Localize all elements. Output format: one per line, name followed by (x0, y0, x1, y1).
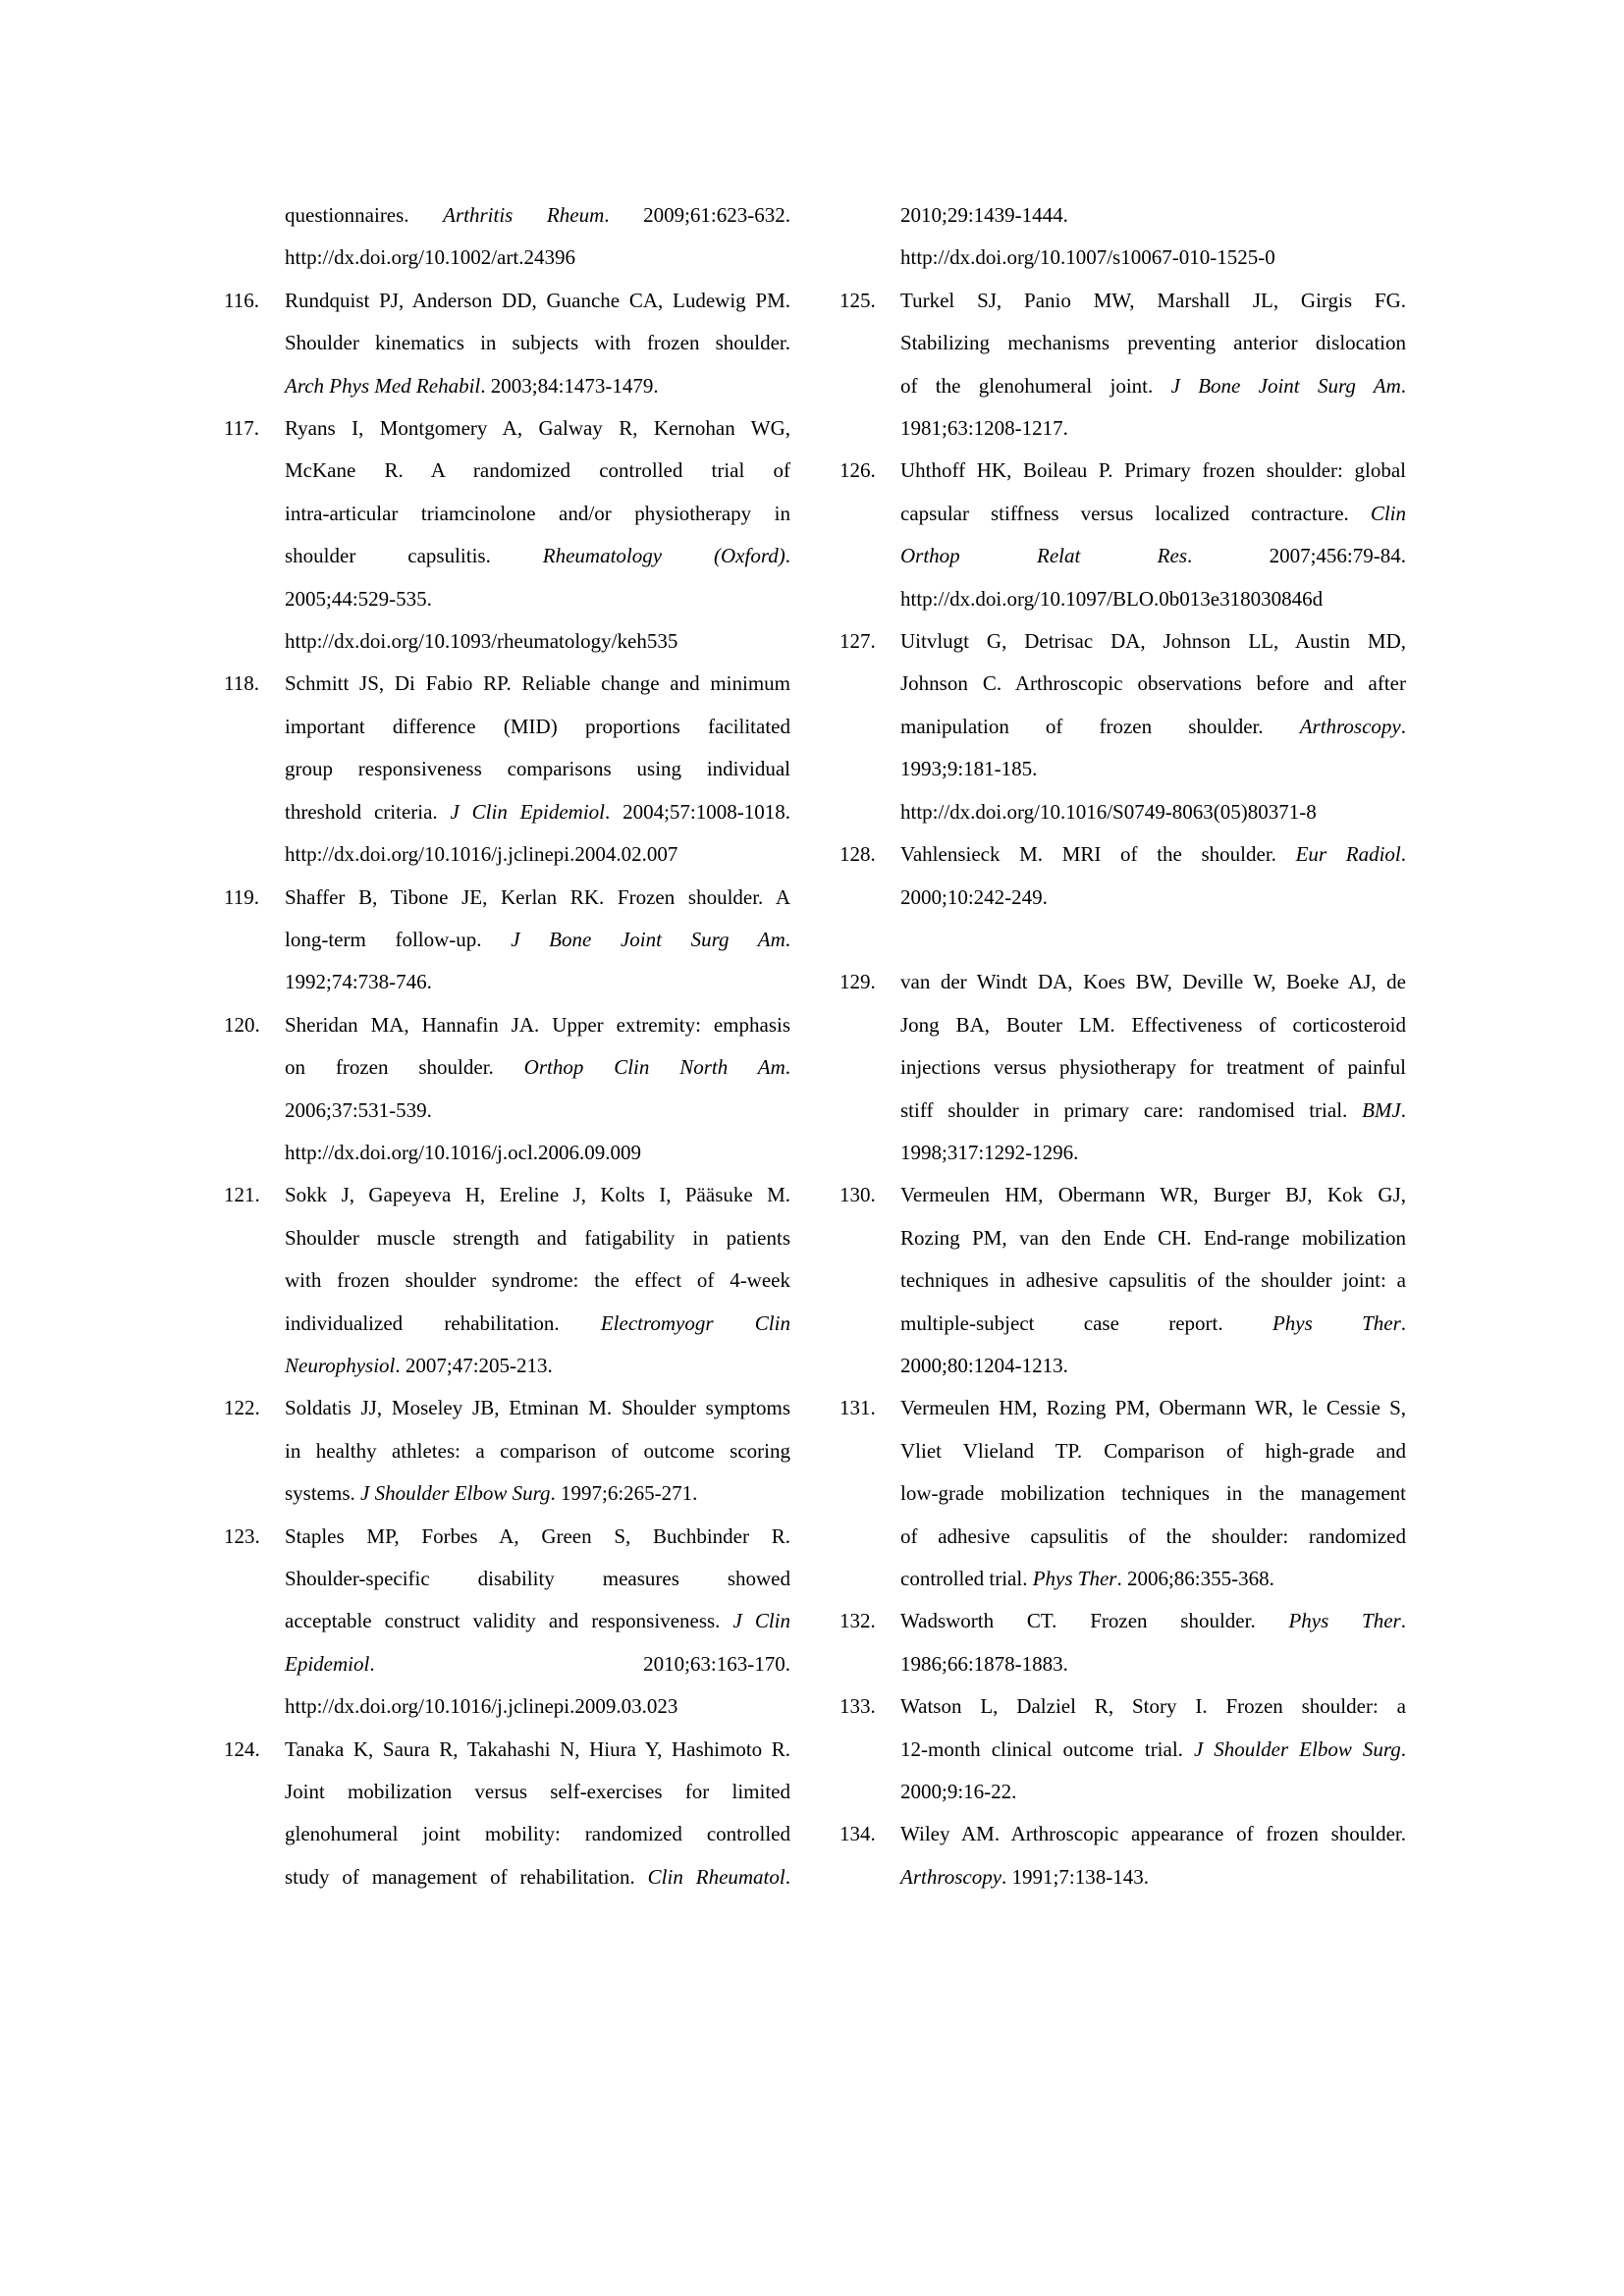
reference-number: 132. (839, 1609, 876, 1633)
reference-item (224, 1516, 790, 1729)
reference-line: Johnson C. Arthroscopic observations before and after (900, 671, 1406, 696)
reference-line: Neurophysiol. 2007;47:205-213. (285, 1353, 553, 1377)
reference-number: 131. (839, 1396, 876, 1420)
reference-line: threshold criteria. J Clin Epidemiol. 2004;57:1008-1018. (285, 799, 790, 824)
reference-line: in healthy athletes: a comparison of outcome scoring (285, 1438, 790, 1463)
reference-item (839, 280, 1406, 451)
reference-line: shoulder capsulitis. Rheumatology (Oxford). (285, 544, 790, 568)
reference-item (839, 1813, 1406, 1898)
reference-line: long-term follow-up. J Bone Joint Surg Am. (285, 927, 790, 951)
reference-line: 2000;10:242-249. (900, 884, 1048, 909)
reference-line: Staples MP, Forbes A, Green S, Buchbinder R. (285, 1523, 790, 1548)
reference-item (224, 1387, 790, 1515)
reference-line: Uitvlugt G, Detrisac DA, Johnson LL, Austin MD, (900, 629, 1406, 654)
reference-line: Joint mobilization versus self-exercises for limited (285, 1780, 790, 1804)
references-column-left (224, 194, 790, 1898)
reference-line: 2000;80:1204-1213. (900, 1353, 1068, 1377)
reference-item (839, 961, 1406, 1174)
reference-line: 1986;66:1878-1883. (900, 1651, 1068, 1676)
reference-line: Shoulder-specific disability measures showed (285, 1567, 790, 1590)
reference-line: Rozing PM, van den Ende CH. End-range mobilization (900, 1225, 1406, 1250)
reference-line: Shoulder kinematics in subjects with frozen shoulder. (285, 331, 790, 355)
reference-item (839, 620, 1406, 833)
reference-line: study of management of rehabilitation. Clin Rheumatol. (285, 1864, 790, 1889)
reference-line: Watson L, Dalziel R, Story I. Frozen shoulder: a (900, 1694, 1406, 1719)
reference-line: 2006;37:531-539. (285, 1097, 432, 1122)
reference-number: 119. (224, 884, 259, 909)
reference-line: 1992;74:738-746. (285, 970, 432, 994)
reference-line: Vliet Vlieland TP. Comparison of high-grade and (900, 1438, 1406, 1463)
references-column-right (839, 194, 1406, 1898)
reference-number: 117. (224, 416, 259, 441)
reference-line: Epidemiol. 2010;63:163-170. (285, 1651, 790, 1676)
reference-line: with frozen shoulder syndrome: the effect of 4-week (285, 1268, 790, 1293)
reference-line: controlled trial. Phys Ther. 2006;86:355-368. (900, 1566, 1274, 1590)
reference-line: Arthroscopy. 1991;7:138-143. (900, 1864, 1149, 1889)
reference-item (224, 280, 790, 407)
reference-line: 12-month clinical outcome trial. J Shoulder Elbow Surg. (900, 1736, 1406, 1761)
reference-line: of adhesive capsulitis of the shoulder: randomized (900, 1523, 1406, 1548)
reference-line: Schmitt JS, Di Fabio RP. Reliable change and minimum (285, 671, 790, 696)
reference-line: low-grade mobilization techniques in the management (900, 1481, 1406, 1506)
reference-item (224, 1729, 790, 1899)
reference-item (224, 1004, 790, 1175)
reference-line: 1981;63:1208-1217. (900, 416, 1068, 441)
reference-line: intra-articular triamcinolone and/or physiotherapy in (285, 501, 790, 525)
reference-line: Sheridan MA, Hannafin JA. Upper extremity: emphasis (285, 1012, 790, 1037)
reference-line: Vermeulen HM, Rozing PM, Obermann WR, le Cessie S, (900, 1396, 1406, 1420)
doi-link[interactable]: http://dx.doi.org/10.1016/j.ocl.2006.09.009 (285, 1140, 642, 1164)
reference-line: on frozen shoulder. Orthop Clin North Am. (285, 1055, 790, 1080)
reference-line: Vahlensieck M. MRI of the shoulder. Eur Radiol. (900, 842, 1407, 867)
reference-line: Turkel SJ, Panio MW, Marshall JL, Girgis FG. (900, 288, 1406, 312)
reference-line: 1993;9:181-185. (900, 757, 1038, 781)
reference-line: capsular stiffness versus localized contracture. Clin (900, 501, 1406, 525)
reference-line: Soldatis JJ, Moseley JB, Etminan M. Shoulder symptoms (285, 1396, 790, 1420)
reference-number: 121. (224, 1183, 260, 1207)
reference-line: 2000;9:16-22. (900, 1780, 1017, 1804)
reference-line: Shoulder muscle strength and fatigability in patients (285, 1225, 790, 1250)
doi-link[interactable]: http://dx.doi.org/10.1007/s10067-010-1525-0 (900, 245, 1275, 270)
doi-link[interactable]: http://dx.doi.org/10.1002/art.24396 (285, 245, 575, 270)
reference-line: of the glenohumeral joint. J Bone Joint Surg Am. (900, 373, 1406, 398)
reference-number: 134. (839, 1822, 876, 1846)
reference-line: 2010;29:1439-1444. (900, 203, 1068, 227)
reference-line: group responsiveness comparisons using individual (285, 757, 790, 781)
reference-line: Arch Phys Med Rehabil. 2003;84:1473-1479. (285, 373, 659, 398)
reference-line: van der Windt DA, Koes BW, Deville W, Boeke AJ, de (900, 970, 1406, 994)
reference-number: 120. (224, 1012, 260, 1037)
reference-line: stiff shoulder in primary care: randomised trial. BMJ. (900, 1097, 1406, 1122)
doi-link[interactable]: http://dx.doi.org/10.1016/j.jclinepi.2009.03.023 (285, 1694, 678, 1719)
reference-item (224, 407, 790, 663)
reference-number: 118. (224, 671, 259, 696)
reference-line: 2005;44:529-535. (285, 586, 432, 611)
reference-line: Shaffer B, Tibone JE, Kerlan RK. Frozen shoulder. A (285, 884, 790, 909)
reference-line: McKane R. A randomized controlled trial of (285, 458, 790, 483)
reference-line: 1998;317:1292-1296. (900, 1140, 1079, 1164)
reference-continuation (224, 194, 790, 280)
reference-line: systems. J Shoulder Elbow Surg. 1997;6:265-271. (285, 1481, 698, 1506)
reference-item (839, 1685, 1406, 1813)
reference-number: 124. (224, 1736, 260, 1761)
reference-item (224, 1174, 790, 1387)
doi-link[interactable]: http://dx.doi.org/10.1016/S0749-8063(05)80371-8 (900, 799, 1317, 824)
reference-continuation (839, 194, 1406, 280)
reference-number: 129. (839, 970, 876, 994)
reference-item (839, 1387, 1406, 1600)
reference-number: 123. (224, 1523, 260, 1548)
reference-number: 122. (224, 1396, 260, 1420)
reference-line: Uhthoff HK, Boileau P. Primary frozen shoulder: global (900, 458, 1406, 483)
reference-line: techniques in adhesive capsulitis of the shoulder joint: a (900, 1268, 1406, 1293)
doi-link[interactable]: http://dx.doi.org/10.1097/BLO.0b013e318030846d (900, 586, 1324, 611)
reference-number: 125. (839, 288, 876, 312)
reference-item (839, 833, 1406, 919)
reference-item (839, 1600, 1406, 1685)
reference-line: individualized rehabilitation. Electromyogr Clin (285, 1310, 790, 1335)
reference-line: manipulation of frozen shoulder. Arthroscopy. (900, 714, 1406, 738)
reference-line: Rundquist PJ, Anderson DD, Guanche CA, Ludewig PM. (285, 288, 790, 312)
reference-line: questionnaires. Arthritis Rheum. 2009;61:623-632. (285, 203, 791, 227)
reference-line: Ryans I, Montgomery A, Galway R, Kernohan WG, (285, 416, 790, 441)
reference-line: Orthop Relat Res. 2007;456:79-84. (900, 544, 1407, 568)
doi-link[interactable]: http://dx.doi.org/10.1016/j.jclinepi.2004.02.007 (285, 842, 678, 867)
reference-number: 130. (839, 1183, 876, 1207)
doi-link[interactable]: http://dx.doi.org/10.1093/rheumatology/keh535 (285, 629, 678, 654)
reference-item (224, 663, 790, 876)
reference-number: 133. (839, 1694, 876, 1719)
reference-item (224, 877, 790, 1004)
reference-line: Sokk J, Gapeyeva H, Ereline J, Kolts I, Pääsuke M. (285, 1183, 790, 1207)
reference-number: 127. (839, 629, 876, 654)
reference-line: Wiley AM. Arthroscopic appearance of frozen shoulder. (900, 1822, 1406, 1846)
reference-line: Stabilizing mechanisms preventing anterior dislocation (900, 331, 1406, 355)
reference-item (839, 1174, 1406, 1387)
reference-line: Jong BA, Bouter LM. Effectiveness of corticosteroid (900, 1012, 1406, 1037)
reference-line: important difference (MID) proportions facilitated (285, 714, 790, 738)
reference-number: 126. (839, 458, 876, 483)
reference-line: injections versus physiotherapy for treatment of painful (900, 1055, 1406, 1080)
reference-line: acceptable construct validity and responsiveness. J Clin (285, 1609, 791, 1633)
reference-line: multiple-subject case report. Phys Ther. (900, 1310, 1406, 1335)
reference-line: glenohumeral joint mobility: randomized controlled (285, 1822, 790, 1846)
reference-line: Wadsworth CT. Frozen shoulder. Phys Ther. (900, 1609, 1406, 1633)
reference-item (839, 450, 1406, 620)
reference-line: Vermeulen HM, Obermann WR, Burger BJ, Kok GJ, (900, 1183, 1406, 1207)
reference-line: Tanaka K, Saura R, Takahashi N, Hiura Y, Hashimoto R. (285, 1736, 790, 1761)
reference-number: 128. (839, 842, 876, 867)
reference-number: 116. (224, 288, 259, 312)
